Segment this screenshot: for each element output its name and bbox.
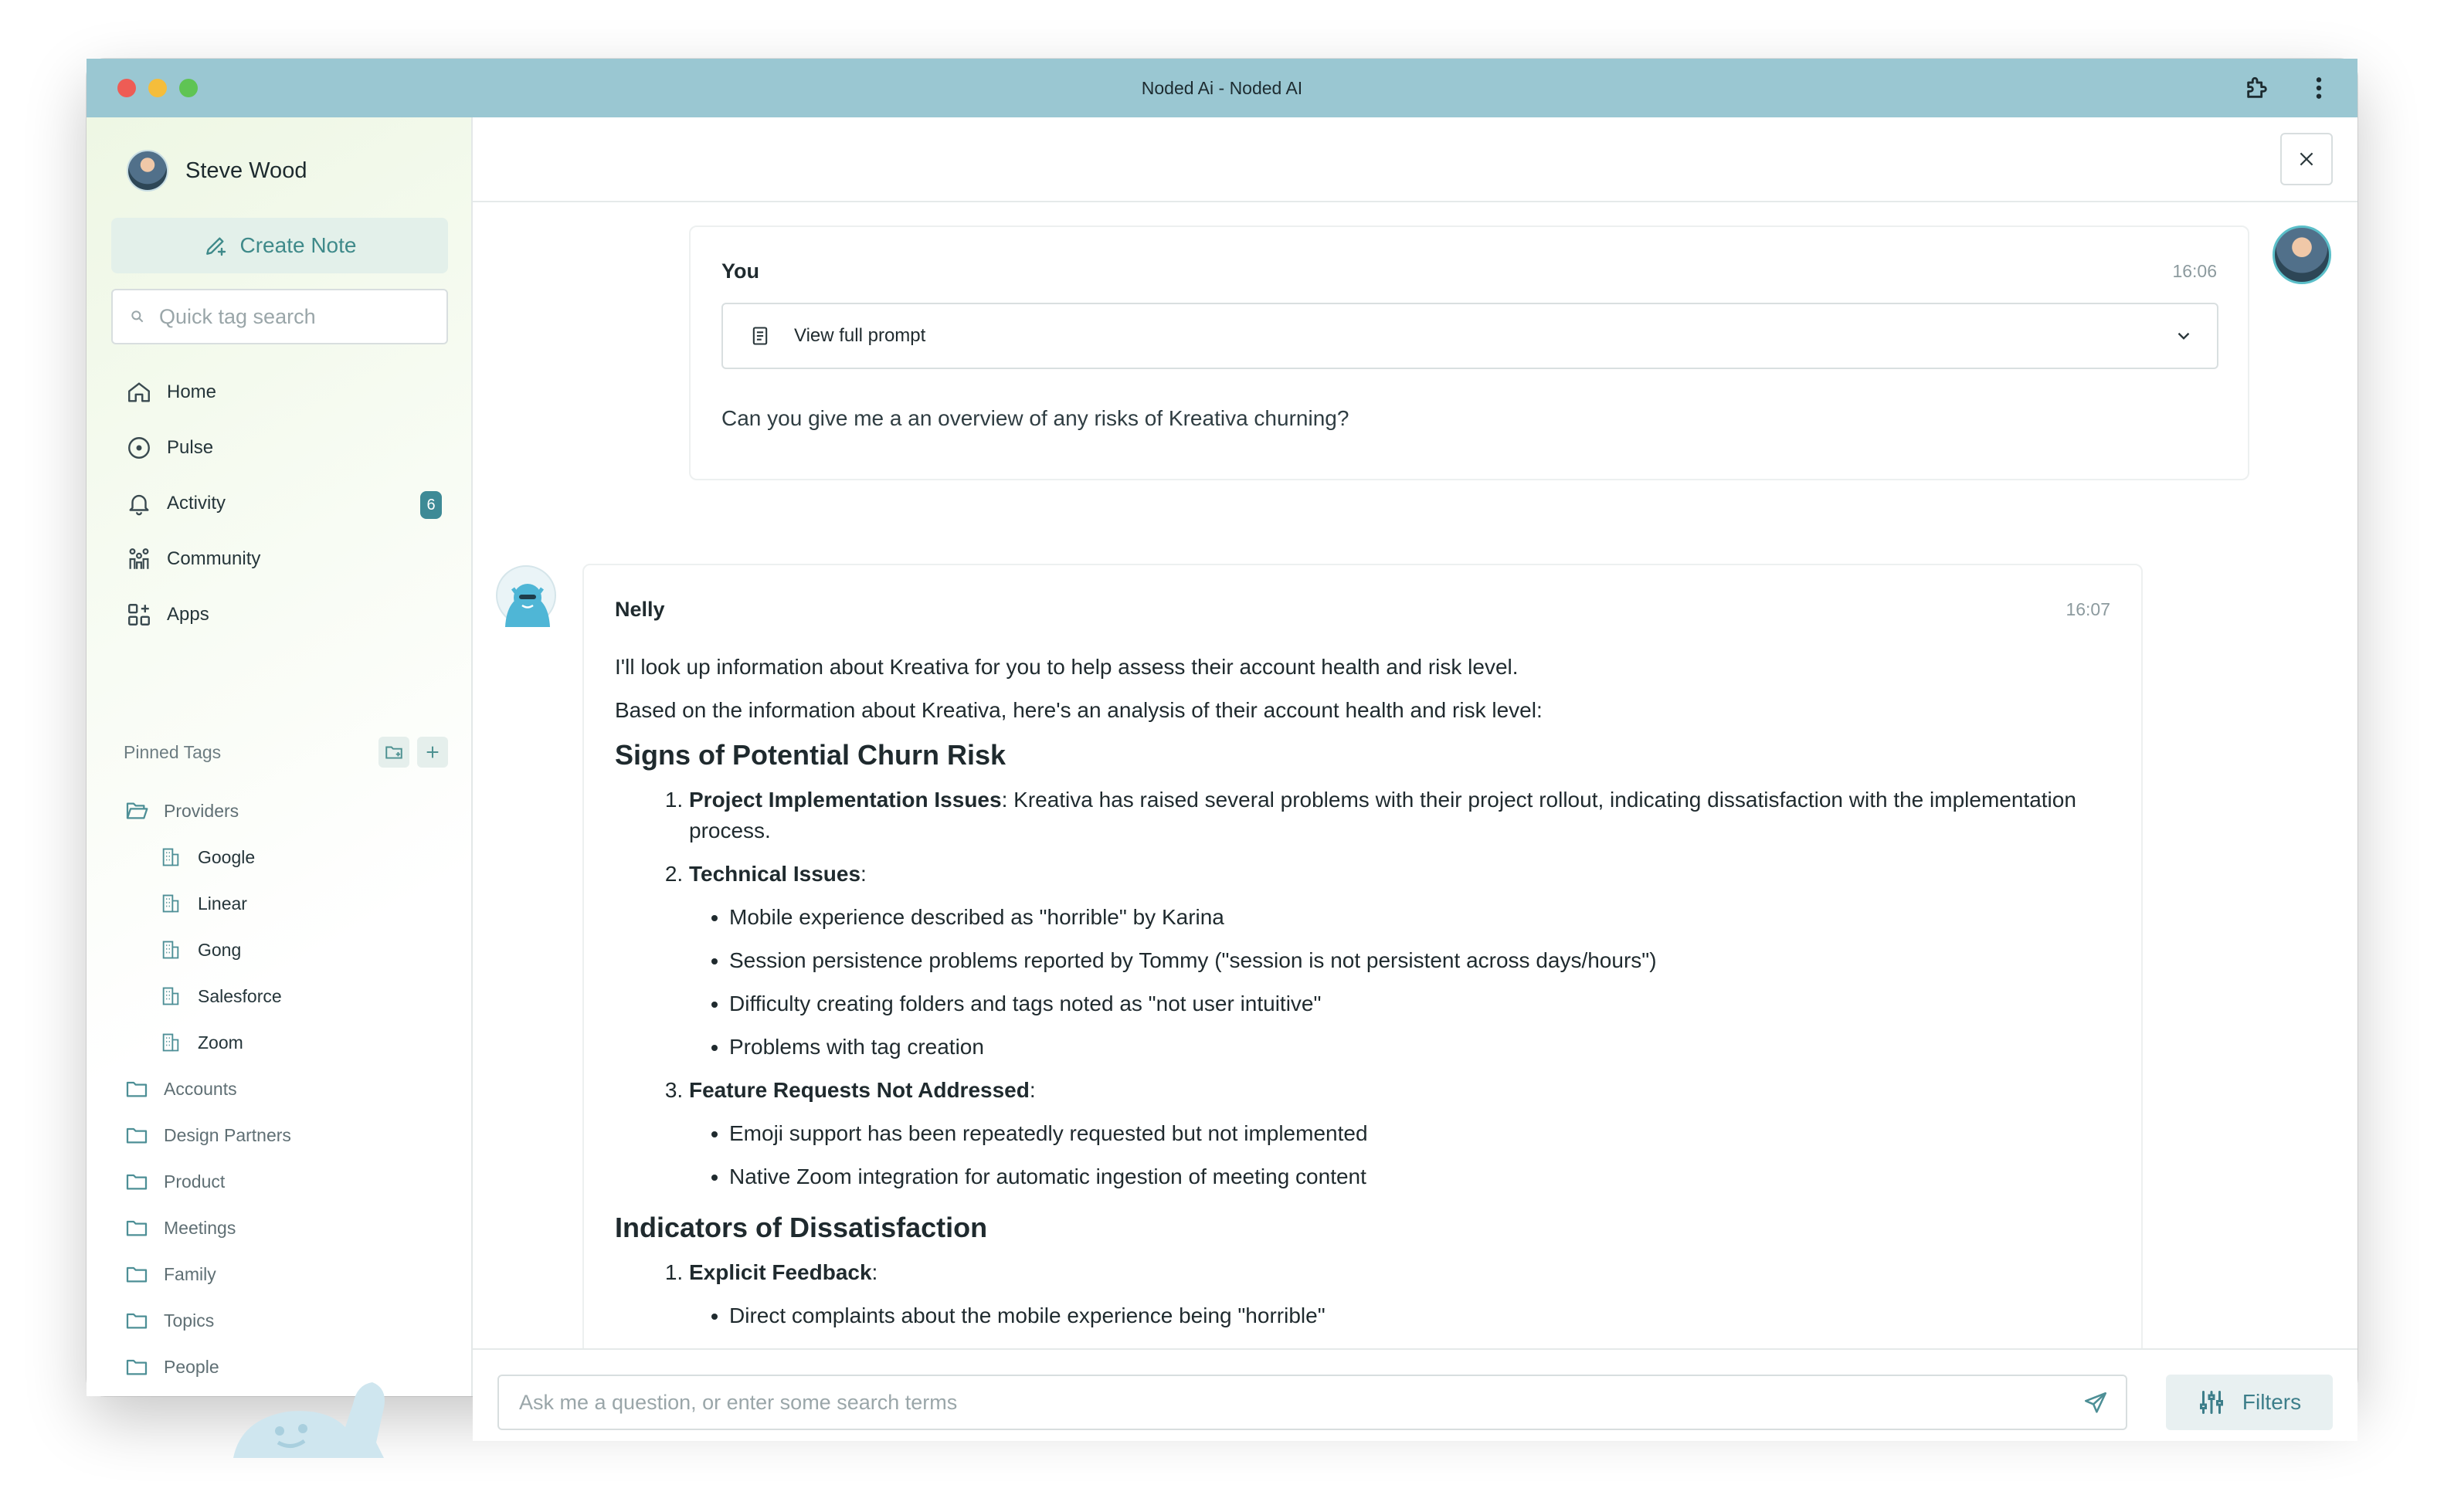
create-note-label: Create Note xyxy=(239,233,357,257)
send-icon[interactable] xyxy=(2082,1390,2109,1416)
folder-plus-icon xyxy=(384,742,404,762)
folder-icon xyxy=(124,1168,150,1195)
tag-folder-family[interactable] xyxy=(124,1251,448,1297)
tag-search-input[interactable] xyxy=(111,289,448,344)
building-icon xyxy=(158,1029,184,1056)
bullet-list xyxy=(689,1300,2113,1331)
tag-label: Product xyxy=(164,1171,226,1192)
user-profile[interactable] xyxy=(127,150,307,192)
tag-linear[interactable] xyxy=(124,880,448,927)
list-item-title: Project Implementation Issues xyxy=(689,788,1002,812)
view-full-prompt-label: View full prompt xyxy=(794,325,926,346)
avatar xyxy=(127,150,168,192)
nav-item-label: Activity xyxy=(167,493,226,514)
mascot-illustration xyxy=(218,1373,426,1462)
nav-item-home[interactable] xyxy=(125,364,450,420)
tag-folder-accounts[interactable] xyxy=(124,1066,448,1112)
main-nav xyxy=(125,364,450,642)
plus-icon xyxy=(424,744,441,761)
chevron-down-icon xyxy=(2174,326,2194,346)
tag-gong[interactable] xyxy=(124,927,448,973)
composer-bar xyxy=(473,1348,2357,1441)
nav-item-label: Pulse xyxy=(167,437,214,458)
close-window-button[interactable] xyxy=(117,79,136,97)
paragraph: I'll look up information about Kreativa for you to help assess their account health and risk level. xyxy=(615,655,1519,679)
message-author: You xyxy=(721,259,759,283)
tag-label: Salesforce xyxy=(198,985,282,1006)
app-window xyxy=(87,59,2357,1414)
tag-label: Linear xyxy=(198,893,247,914)
document-icon xyxy=(749,324,771,347)
tag-salesforce[interactable] xyxy=(124,973,448,1019)
list-item-text: : Kreativa has raised several problems with their project rollout, indicating dissatisfaction with the implementation process. xyxy=(689,788,2076,842)
more-vertical-icon[interactable] xyxy=(2303,73,2334,103)
tag-zoom[interactable] xyxy=(124,1019,448,1066)
tag-label: Gong xyxy=(198,939,242,960)
bullet-item: • Difficulty creating folders and tags noted as "not user intuitive" xyxy=(729,988,2113,1019)
list-item xyxy=(689,785,2113,846)
filters-label: Filters xyxy=(2242,1390,2302,1414)
nelly-avatar xyxy=(496,565,556,625)
minimize-window-button[interactable] xyxy=(148,79,167,97)
nav-item-community[interactable] xyxy=(125,531,450,587)
pinned-tags-header xyxy=(124,737,448,768)
user-avatar xyxy=(2273,225,2331,284)
message-text: Can you give me a an overview of any risks of Kreativa churning? xyxy=(721,406,1349,430)
pinned-tags-list xyxy=(124,788,448,1390)
title-bar xyxy=(87,59,2357,117)
chat-panel xyxy=(473,117,2357,1414)
tag-label: People xyxy=(164,1356,219,1377)
window-controls xyxy=(117,79,198,97)
folder-icon xyxy=(124,1122,150,1148)
tag-label: Topics xyxy=(164,1310,215,1331)
building-icon xyxy=(158,890,184,917)
bullet-item: • Native Zoom integration for automatic ingestion of meeting content xyxy=(729,1161,2113,1192)
message-time: 16:07 xyxy=(2066,599,2110,619)
search-icon xyxy=(130,309,145,324)
list-item-title: Technical Issues xyxy=(689,862,861,886)
nav-item-label: Home xyxy=(167,381,217,402)
add-tag-button[interactable] xyxy=(417,737,448,768)
tag-label: Meetings xyxy=(164,1217,236,1238)
nav-item-label: Community xyxy=(167,548,261,569)
assistant-message-body xyxy=(615,652,2113,1344)
activity-count-badge: 6 xyxy=(420,491,442,519)
tag-label: Providers xyxy=(164,800,239,821)
tag-label: Zoom xyxy=(198,1032,243,1053)
zoom-window-button[interactable] xyxy=(179,79,198,97)
folder-icon xyxy=(124,1076,150,1102)
list-item: 3. Feature Requests Not Addressed: • Emoji support has been repeatedly requested but not implemented • Native Zoom integration for automatic ingestion of meeting content xyxy=(689,1075,2113,1192)
folder-icon xyxy=(124,1261,150,1287)
tag-label: Family xyxy=(164,1263,216,1284)
message-time: 16:06 xyxy=(2172,261,2217,281)
pinned-tags-label: Pinned Tags xyxy=(124,741,222,762)
tag-folder-product[interactable] xyxy=(124,1158,448,1205)
tag-label: Design Partners xyxy=(164,1124,291,1145)
bullet-list xyxy=(689,902,2113,1063)
close-chat-button[interactable] xyxy=(2280,133,2333,185)
filters-button[interactable] xyxy=(2166,1375,2333,1430)
bullet-item: • Emoji support has been repeatedly requested but not implemented xyxy=(729,1118,2113,1149)
window-title: Noded Ai - Noded AI xyxy=(1141,77,1303,98)
home-icon xyxy=(125,378,153,406)
section-heading: Signs of Potential Churn Risk xyxy=(615,739,1006,771)
assistant-message xyxy=(582,564,2143,1413)
list-item-title: Explicit Feedback xyxy=(689,1260,872,1284)
building-icon xyxy=(158,983,184,1009)
tag-folder-meetings[interactable] xyxy=(124,1205,448,1251)
add-folder-button[interactable] xyxy=(378,737,409,768)
folder-icon xyxy=(124,1215,150,1241)
list-item: 1. Explicit Feedback: • Direct complaints about the mobile experience being "horrible" xyxy=(689,1257,2113,1331)
tag-search-placeholder: Quick tag search xyxy=(159,304,316,328)
folder-open-icon xyxy=(124,798,150,824)
tag-label: Accounts xyxy=(164,1078,237,1099)
tag-folder-design-partners[interactable] xyxy=(124,1112,448,1158)
create-note-button[interactable] xyxy=(111,218,448,273)
view-full-prompt-toggle[interactable] xyxy=(721,303,2218,369)
tag-label: Google xyxy=(198,846,256,867)
sidebar xyxy=(87,117,473,1396)
bullet-item: • Mobile experience described as "horrible" by Karina xyxy=(729,902,2113,933)
tag-google[interactable] xyxy=(124,834,448,880)
chat-input-placeholder: Ask me a question, or enter some search terms xyxy=(519,1390,958,1414)
list-item-title: Feature Requests Not Addressed xyxy=(689,1078,1030,1102)
bullet-list xyxy=(689,1118,2113,1192)
numbered-list xyxy=(615,1257,2113,1331)
folder-icon xyxy=(124,1354,150,1380)
building-icon xyxy=(158,844,184,870)
user-message xyxy=(689,225,2249,480)
extension-icon[interactable] xyxy=(2242,73,2273,103)
tag-folder-topics[interactable] xyxy=(124,1297,448,1344)
apps-icon xyxy=(125,601,153,629)
section-heading: Indicators of Dissatisfaction xyxy=(615,1212,988,1243)
paragraph: Based on the information about Kreativa, here's an analysis of their account health and risk level: xyxy=(615,698,1543,722)
folder-icon xyxy=(124,1307,150,1334)
tag-folder-providers[interactable] xyxy=(124,788,448,834)
nav-item-activity[interactable] xyxy=(125,476,450,531)
building-icon xyxy=(158,937,184,963)
message-author: Nelly xyxy=(615,598,665,621)
bullet-item: • Session persistence problems reported by Tommy ("session is not persistent across days/hours") xyxy=(729,945,2113,976)
numbered-list xyxy=(615,785,2113,1192)
pencil-plus-icon xyxy=(203,233,228,258)
nav-item-apps[interactable] xyxy=(125,587,450,642)
sliders-icon xyxy=(2198,1388,2225,1416)
bullet-item: • Direct complaints about the mobile experience being "horrible" xyxy=(729,1300,2113,1331)
nav-item-pulse[interactable] xyxy=(125,420,450,476)
chat-header xyxy=(473,117,2357,202)
community-icon xyxy=(125,545,153,573)
user-name: Steve Wood xyxy=(185,158,307,183)
pulse-icon xyxy=(125,434,153,462)
bell-icon xyxy=(125,490,153,517)
bullet-item: • Problems with tag creation xyxy=(729,1032,2113,1063)
chat-input[interactable] xyxy=(497,1375,2127,1430)
close-icon xyxy=(2296,149,2317,169)
list-item: 2. Technical Issues: • Mobile experience described as "horrible" by Karina • Session persistence problems reported by Tommy ("session is not persistent across days/hours") • Difficulty creating folders and tags noted as "not user intuitive" • Problems with tag creation xyxy=(689,859,2113,1063)
nav-item-label: Apps xyxy=(167,604,209,625)
